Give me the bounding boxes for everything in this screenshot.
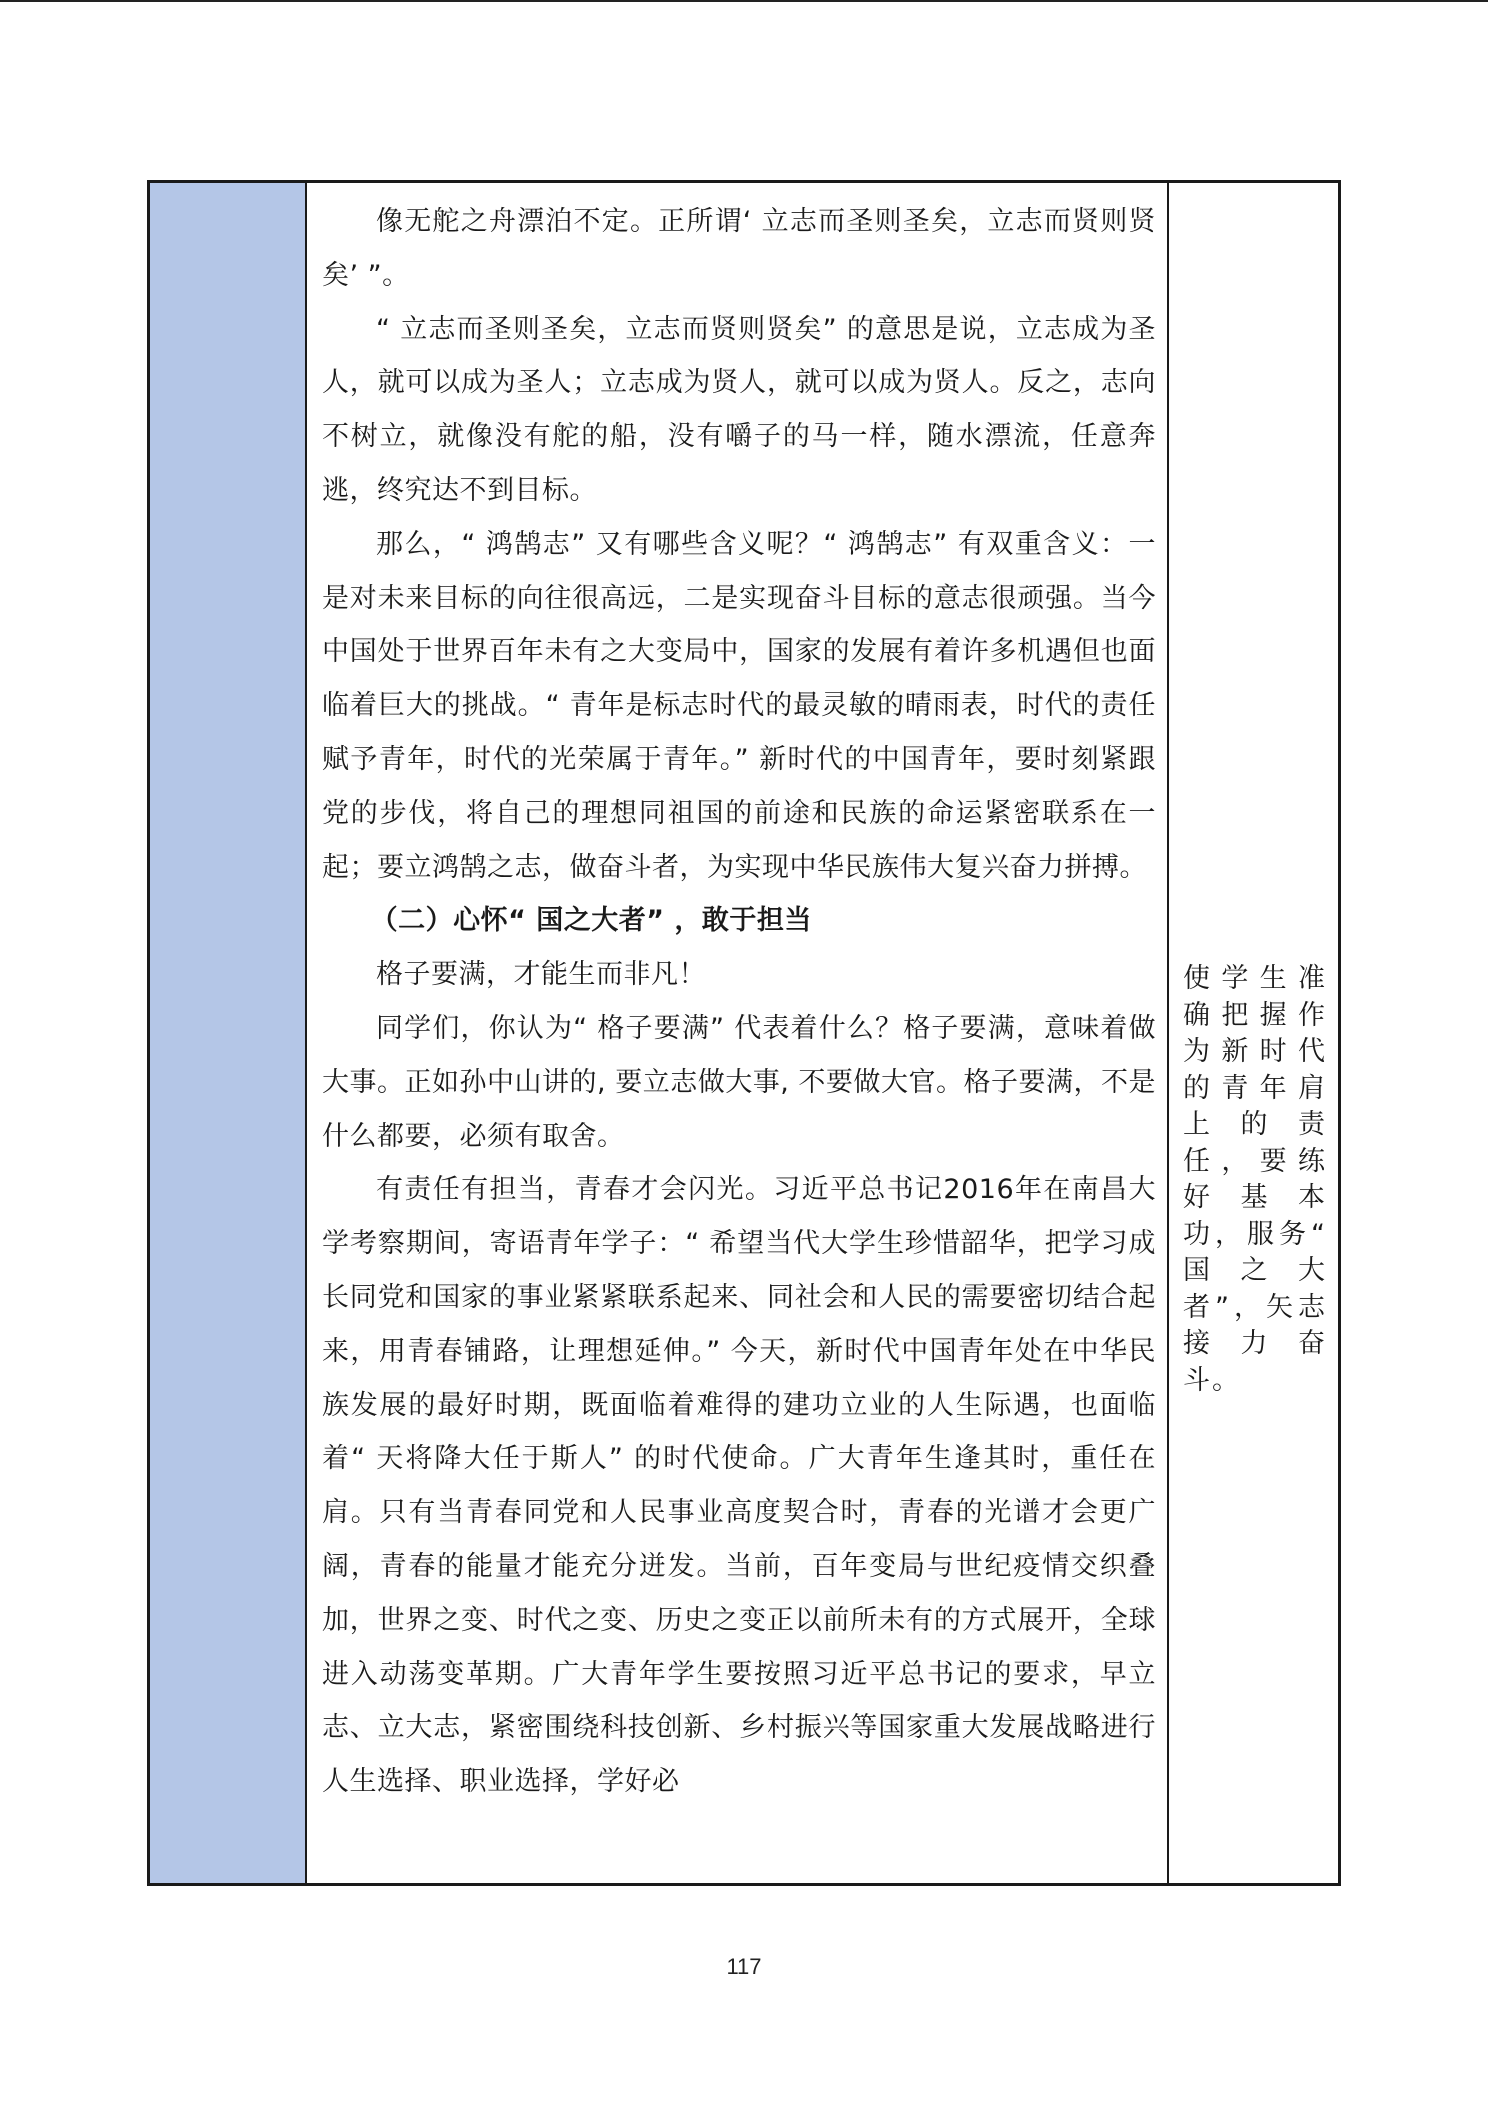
teaching-content-column (307, 183, 1169, 1883)
lesson-plan-table (147, 180, 1341, 1886)
top-border-line (0, 0, 1488, 2)
content-paragraph: 像无舵之舟漂泊不定。正所谓‘ 立志而圣则圣矣，立志而贤则贤矣’ ”。 (322, 206, 1156, 291)
content-paragraph: “ 立志而圣则圣矣，立志而贤则贤矣” 的意思是说，立志成为圣人，就可以成为圣人；立志成为贤人，就可以成为贤人。反之，志向不树立，就像没有舵的船，没有嚼子的马一样，随水漂流，任意奔逃，终究达不到目标。 (322, 313, 1156, 506)
teaching-goal-text: 使学生准确把握作为新时代的青年肩上的责任，要练好基本功，服务“ 国之大者”，矢志接力奋斗。 (1183, 963, 1327, 1396)
content-paragraph: 同学们，你认为“ 格子要满” 代表着什么？格子要满，意味着做大事。正如孙中山讲的, 要立志做大事, 不要做大官。格子要满，不是什么都要，必须有取舍。 (322, 1012, 1156, 1152)
teaching-goal-column (1169, 183, 1338, 1883)
slogan-line: 格子要满，才能生而非凡！ (376, 959, 706, 991)
section-heading: （二）心怀“ 国之大者” ，敢于担当 (370, 905, 812, 937)
page-number: 117 (726, 1954, 762, 1979)
content-paragraph: 有责任有担当，青春才会闪光。习近平总书记2016年在南昌大学考察期间，寄语青年学子：“ 希望当代大学生珍惜韶华，把学习成长同党和国家的事业紧紧联系起来、同社会和人民的需要密切结合起来，用青春铺路，让理想延伸。” 今天，新时代中国青年处在中华民族发展的最好时期，既面临着难得的建功立业的人生际遇，也面临着“ 天将降大任于斯人” 的时代使命。广大青年生逢其时，重任在肩。只有当青春同党和人民事业高度契合时，青春的光谱才会更广阔，青春的能量才能充分迸发。当前，百年变局与世纪疫情交织叠加，世界之变、时代之变、历史之变正以前所未有的方式展开，全球进入动荡变革期。广大青年学生要按照习近平总书记的要求，早立志、立大志，紧密围绕科技创新、乡村振兴等国家重大发展战略进行人生选择、职业选择，学好必 (322, 1174, 1156, 1798)
section-label-column (150, 183, 307, 1883)
content-paragraph: 那么，“ 鸿鹄志” 又有哪些含义呢？“ 鸿鹄志” 有双重含义：一是对未来目标的向往很高远，二是实现奋斗目标的意志很顽强。当今中国处于世界百年未有之大变局中，国家的发展有着许多机遇但也面临着巨大的挑战。“ 青年是标志时代的最灵敏的晴雨表，时代的责任赋予青年，时代的光荣属于青年。” 新时代的中国青年，要时刻紧跟党的步伐，将自己的理想同祖国的前途和民族的命运紧密联系在一起；要立鸿鹄之志，做奋斗者，为实现中华民族伟大复兴奋力拼搏。 (322, 528, 1156, 883)
